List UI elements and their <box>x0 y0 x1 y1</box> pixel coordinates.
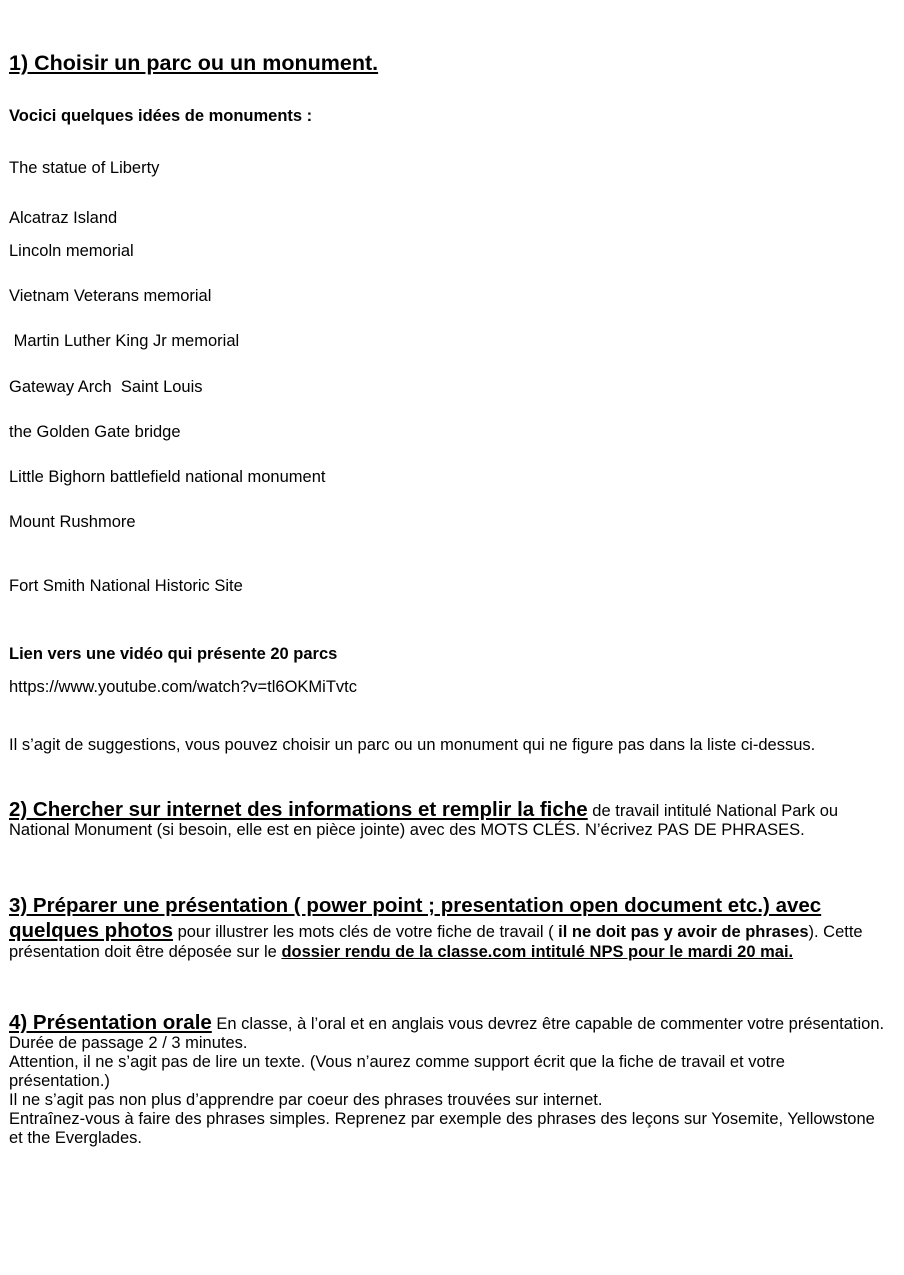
section-4-line: Attention, il ne s’agit pas de lire un texte. (Vous n’aurez comme support écrit que la fiche de travail et votre présentation.) <box>9 1053 785 1090</box>
section-4-line: Il ne s’agit pas non plus d’apprendre par coeur des phrases trouvées sur internet. <box>9 1091 603 1109</box>
section-1-heading: 1) Choisir un parc ou un monument. <box>9 51 379 75</box>
monument-item: Fort Smith National Historic Site <box>9 577 243 595</box>
section-4-text: En classe, à l’oral et en anglais vous devrez être capable de commenter votre présentation. Durée de passage 2 / 3 minutes. <box>9 1015 885 1052</box>
monument-item: The statue of Liberty <box>9 159 160 177</box>
suggestion-note: Il s’agit de suggestions, vous pouvez choisir un parc ou un monument qui ne figure pas dans la liste ci-dessus. <box>9 736 816 754</box>
section-4 <box>9 1013 889 1148</box>
monument-item: Little Bighorn battlefield national monument <box>9 468 326 486</box>
section-3-deadline: dossier rendu de la classe.com intitulé NPS pour le mardi 20 mai. <box>281 943 794 961</box>
monument-item: Alcatraz Island <box>9 209 118 227</box>
video-link[interactable]: https://www.youtube.com/watch?v=tl6OKMiTvtc <box>9 678 358 696</box>
monuments-intro: Vocici quelques idées de monuments : <box>9 107 313 125</box>
monument-item: the Golden Gate bridge <box>9 423 181 441</box>
monument-item: Gateway Arch Saint Louis <box>9 378 203 396</box>
section-3-text-1: pour illustrer les mots clés de votre fiche de travail ( <box>173 923 559 941</box>
section-4-line: Entraînez-vous à faire des phrases simples. Reprenez par exemple des phrases des leçons sur Yosemite, Yellowstone et the Everglades. <box>9 1110 875 1147</box>
monument-item: Mount Rushmore <box>9 513 136 531</box>
monument-item: Martin Luther King Jr memorial <box>9 332 240 350</box>
section-3-bold-note: il ne doit pas y avoir de phrases <box>558 923 809 941</box>
monument-item: Vietnam Veterans memorial <box>9 287 212 305</box>
section-2-heading: 2) Chercher sur internet des informations et remplir la fiche <box>9 798 588 821</box>
section-2-text: de travail intitulé National Park ou National Monument (si besoin, elle est en pièce jointe) avec des MOTS CLÉS. N’écrivez PAS DE PHRASES. <box>9 802 839 839</box>
monument-item: Lincoln memorial <box>9 242 134 260</box>
section-3 <box>9 893 889 962</box>
section-2 <box>9 800 889 840</box>
section-3-heading: 3) Préparer une présentation ( power point ; presentation open document etc.) avec quelques photos <box>9 894 822 942</box>
section-3-text-2: ). Cette présentation doit être déposée sur le <box>9 923 863 961</box>
video-label: Lien vers une vidéo qui présente 20 parcs <box>9 645 338 663</box>
section-4-heading: 4) Présentation orale <box>9 1011 212 1034</box>
